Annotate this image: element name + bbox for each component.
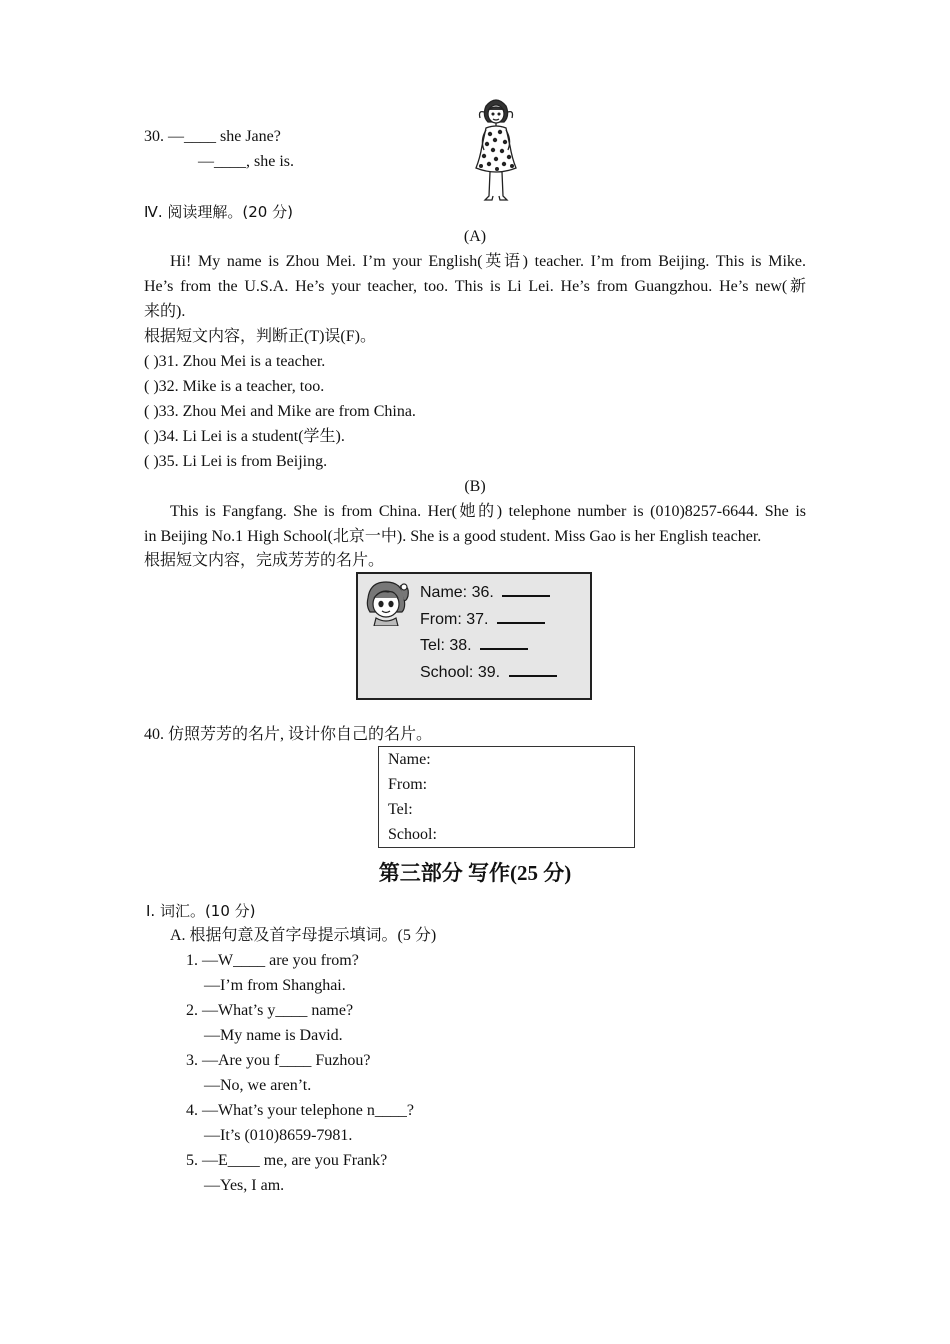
card-school-label: School: 39. bbox=[420, 664, 501, 681]
fangfang-avatar-illustration bbox=[360, 578, 412, 626]
tf-item: ( )34. Li Lei is a student(学生). bbox=[144, 428, 345, 445]
passage-b-label: (B) bbox=[464, 478, 486, 495]
my-card-from-label: From: bbox=[388, 776, 428, 793]
vocab-answer: —It’s (010)8659-7981. bbox=[204, 1127, 353, 1144]
q40-prompt: 40. 仿照芳芳的名片, 设计你自己的名片。 bbox=[144, 726, 433, 743]
tf-item: ( )35. Li Lei is from Beijing. bbox=[144, 453, 328, 470]
vocab-question: 1. —W____ are you from? bbox=[186, 952, 359, 969]
answer-blank-36[interactable] bbox=[502, 581, 550, 597]
answer-blank-38[interactable] bbox=[480, 634, 528, 650]
vocab-answer: —Yes, I am. bbox=[204, 1177, 285, 1194]
tf-item: ( )32. Mike is a teacher, too. bbox=[144, 378, 325, 395]
vocab-answer: —I’m from Shanghai. bbox=[204, 977, 346, 994]
card-name-field bbox=[420, 581, 550, 602]
vocab-sub-a: A. 根据句意及首字母提示填词。(5 分) bbox=[170, 927, 437, 944]
passage-b-instruction: 根据短文内容，完成芳芳的名片。 bbox=[144, 552, 385, 569]
q30-answer: —____, she is. bbox=[198, 153, 294, 170]
my-card-tel-label: Tel: bbox=[388, 801, 413, 818]
vocab-question: 2. —What’s y____ name? bbox=[186, 1002, 354, 1019]
answer-blank-37[interactable] bbox=[497, 608, 545, 624]
vocab-answer: —My name is David. bbox=[204, 1027, 343, 1044]
my-card-name-label: Name: bbox=[388, 751, 431, 768]
card-tel-label: Tel: 38. bbox=[420, 637, 472, 654]
tf-item: ( )33. Zhou Mei and Mike are from China. bbox=[144, 403, 416, 420]
passage-a-line: Hi! My name is Zhou Mei. I’m your English(英语) teacher. I’m from Beijing. This is Mike. bbox=[170, 253, 806, 270]
answer-blank-39[interactable] bbox=[509, 661, 557, 677]
part3-title: 第三部分 写作(25 分) bbox=[378, 861, 572, 885]
my-name-card-box[interactable] bbox=[378, 746, 635, 848]
tf-item: ( )31. Zhou Mei is a teacher. bbox=[144, 353, 326, 370]
card-from-field bbox=[420, 608, 545, 629]
passage-a-line: 来的). bbox=[144, 303, 186, 320]
passage-a-label: (A) bbox=[463, 228, 487, 245]
girl-illustration bbox=[468, 96, 524, 208]
card-tel-field bbox=[420, 634, 528, 655]
passage-b-line: in Beijing No.1 High School(北京一中). She is a good student. Miss Gao is her English teacher. bbox=[144, 528, 762, 545]
card-from-label: From: 37. bbox=[420, 611, 489, 628]
vocab-answer: —No, we aren’t. bbox=[204, 1077, 312, 1094]
passage-a-instruction: 根据短文内容，判断正(T)误(F)。 bbox=[144, 328, 376, 345]
section-heading-reading: Ⅳ. 阅读理解。(20 分) bbox=[144, 203, 293, 221]
card-name-label: Name: 36. bbox=[420, 584, 494, 601]
vocab-question: 4. —What’s your telephone n____? bbox=[186, 1102, 414, 1119]
passage-b-line: This is Fangfang. She is from China. Her(她的) telephone number is (010)8257-6644. She is bbox=[170, 503, 806, 520]
vocab-question: 3. —Are you f____ Fuzhou? bbox=[186, 1052, 371, 1069]
fangfang-name-card bbox=[356, 572, 592, 700]
vocab-question: 5. —E____ me, are you Frank? bbox=[186, 1152, 388, 1169]
passage-a-line: He’s from the U.S.A. He’s your teacher, too. This is Li Lei. He’s from Guangzhou. He’s new(新 bbox=[144, 278, 806, 295]
q30-question: 30. —____ she Jane? bbox=[144, 128, 281, 145]
vocab-heading: Ⅰ. 词汇。(10 分) bbox=[146, 902, 256, 920]
my-card-school-label: School: bbox=[388, 826, 437, 843]
card-school-field bbox=[420, 661, 557, 682]
